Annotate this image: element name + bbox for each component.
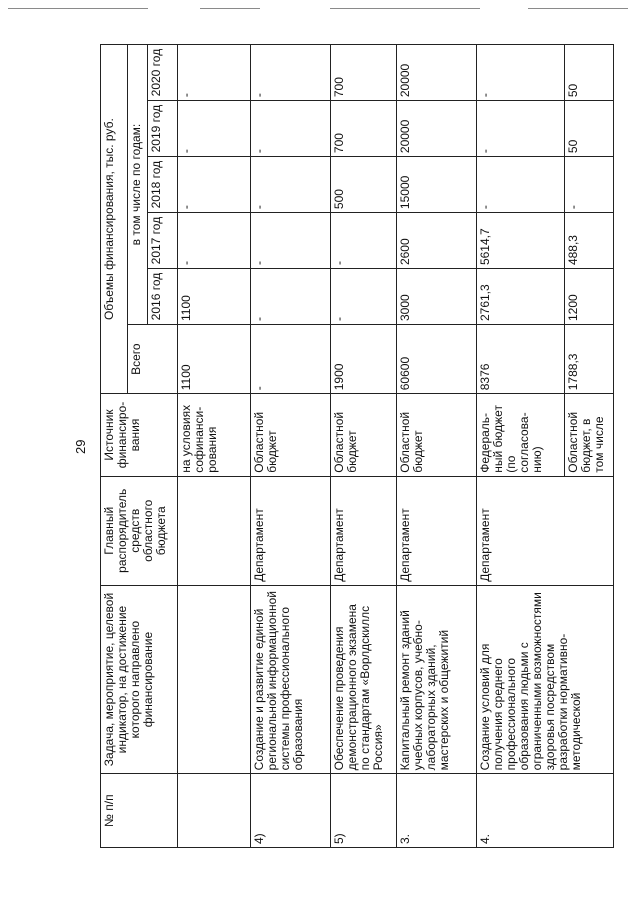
cell-total: 8376: [477, 325, 565, 394]
cell-2016: 1100: [178, 269, 251, 325]
table-row: [178, 45, 251, 848]
cell-2017: -: [251, 213, 331, 269]
cell-2016: -: [251, 269, 331, 325]
cell-manager: Департамент: [477, 476, 614, 585]
scan-artifact-line: [200, 8, 260, 9]
table-row: [397, 45, 477, 848]
cell-2020: -: [251, 45, 331, 101]
table-header-row: [101, 45, 128, 848]
cell-2020: -: [178, 45, 251, 101]
scan-artifact-line: [330, 8, 480, 9]
cell-total: 60600: [397, 325, 477, 394]
cell-2018: -: [565, 157, 614, 213]
scan-artifact-line: [528, 8, 628, 9]
cell-2018: -: [477, 157, 565, 213]
cell-task: Обеспечение проведения демонстрационного экзамена по стандартам «Ворлдскиллс Россия»: [331, 585, 397, 774]
cell-task: Создание и развитие единой региональной информационной системы профессионального образования: [251, 585, 331, 774]
cell-no: 4.: [477, 774, 614, 848]
cell-2019: 50: [565, 101, 614, 157]
cell-total: 1788,3: [565, 325, 614, 394]
header-total: Всего: [128, 325, 178, 394]
cell-source: Областной бюджет: [331, 394, 397, 477]
cell-2017: -: [178, 213, 251, 269]
cell-task: Капитальный ремонт зданий учебных корпусов, учебно-лабораторных зданий, мастерских и общежитий: [397, 585, 477, 774]
header-year: 2017 год: [148, 213, 178, 269]
cell-no: 5): [331, 774, 397, 848]
table-row: [331, 45, 397, 848]
rotated-table-container: [100, 44, 613, 848]
cell-2019: -: [251, 101, 331, 157]
cell-2020: 50: [565, 45, 614, 101]
cell-2020: 700: [331, 45, 397, 101]
header-year: 2019 год: [148, 101, 178, 157]
cell-2017: 5614,7: [477, 213, 565, 269]
cell-2019: 700: [331, 101, 397, 157]
header-year: 2018 год: [148, 157, 178, 213]
header-year: 2016 год: [148, 269, 178, 325]
cell-2018: -: [251, 157, 331, 213]
header-year: 2020 год: [148, 45, 178, 101]
cell-2016: 1200: [565, 269, 614, 325]
header-manager: Главный распорядитель средств областного бюджета: [101, 476, 178, 585]
cell-source: Федераль-ный бюджет (по согласова-нию): [477, 394, 565, 477]
scan-artifact-line: [8, 8, 148, 9]
header-volumes: Объемы финансирования, тыс. руб.: [101, 45, 128, 394]
financing-table: [100, 44, 614, 848]
header-by-years: в том числе по годам:: [128, 45, 148, 325]
cell-2020: 20000: [397, 45, 477, 101]
cell-2017: -: [331, 213, 397, 269]
cell-2018: 15000: [397, 157, 477, 213]
cell-source: Областной бюджет: [397, 394, 477, 477]
cell-manager: Департамент: [331, 476, 397, 585]
cell-2019: -: [178, 101, 251, 157]
cell-total: 1900: [331, 325, 397, 394]
cell-source: Областной бюджет: [251, 394, 331, 477]
cell-no: [178, 774, 251, 848]
cell-2016: 2761,3: [477, 269, 565, 325]
cell-2020: -: [477, 45, 565, 101]
cell-task: Создание условий для получения среднего профессионального образования людьми с ограниченными возможностями здоровья посредством разработки нормативно-методической: [477, 585, 614, 774]
cell-manager: Департамент: [251, 476, 331, 585]
cell-no: 4): [251, 774, 331, 848]
cell-manager: [178, 476, 251, 585]
cell-2018: 500: [331, 157, 397, 213]
cell-2017: 2600: [397, 213, 477, 269]
cell-no: 3.: [397, 774, 477, 848]
cell-total: 1100: [178, 325, 251, 394]
cell-task: [178, 585, 251, 774]
cell-2018: -: [178, 157, 251, 213]
page-number: 29: [73, 439, 88, 454]
table-row: [251, 45, 331, 848]
table-row: [477, 45, 565, 848]
cell-manager: Департамент: [397, 476, 477, 585]
cell-2017: 488,3: [565, 213, 614, 269]
cell-2019: -: [477, 101, 565, 157]
header-task: Задача, мероприятие, целевой индикатор, на достижение которого направлено финансирование: [101, 585, 178, 774]
header-no: № п/п: [101, 774, 178, 848]
header-source: Источник финансиро-вания: [101, 394, 178, 477]
cell-total: -: [251, 325, 331, 394]
cell-source: на условиях софинанси-рования: [178, 394, 251, 477]
cell-2019: 20000: [397, 101, 477, 157]
cell-source: Областной бюджет, в том числе: [565, 394, 614, 477]
cell-2016: -: [331, 269, 397, 325]
cell-2016: 3000: [397, 269, 477, 325]
